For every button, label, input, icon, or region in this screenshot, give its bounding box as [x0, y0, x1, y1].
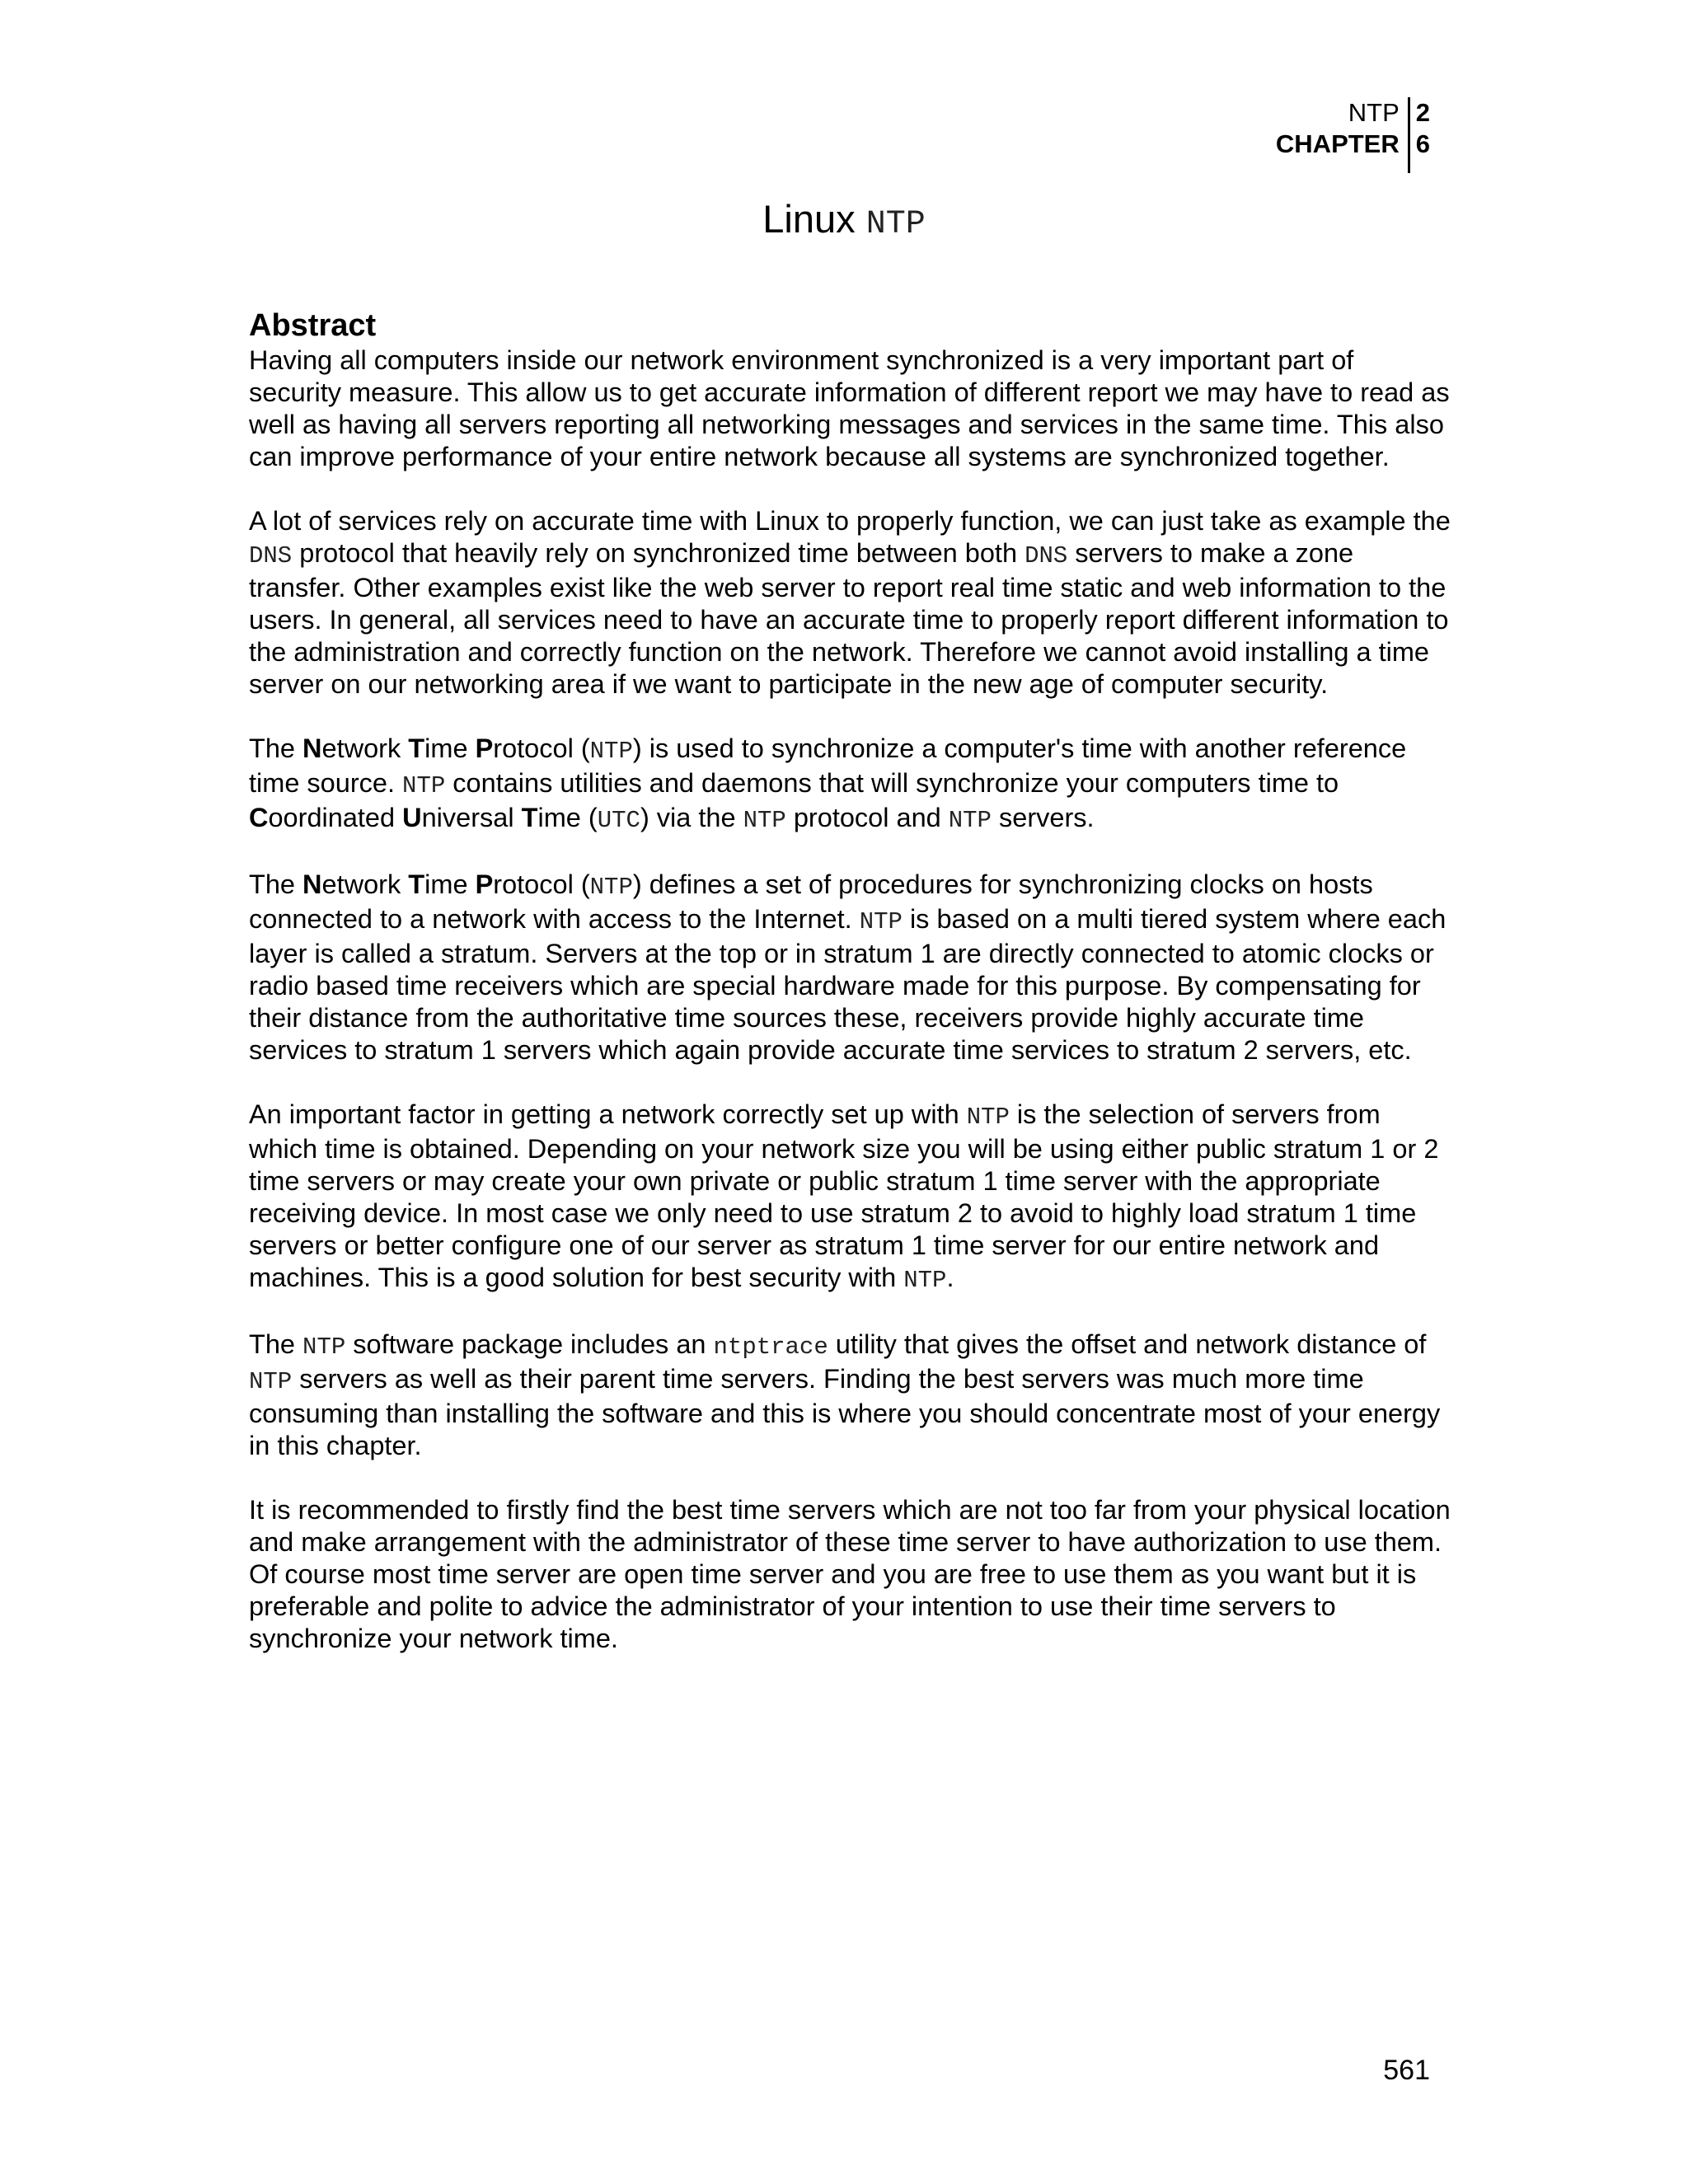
text-span: ime (	[537, 803, 598, 832]
chapter-number: 6	[1415, 129, 1430, 158]
chapter-label: CHAPTER	[1275, 129, 1400, 158]
code-ntp: NTP	[859, 908, 903, 935]
title-code: NTP	[865, 206, 926, 243]
code-ntp: NTP	[966, 1104, 1010, 1131]
text-span: A lot of services rely on accurate time with Linux to properly function, we can just take as example the	[249, 506, 1451, 536]
paragraph-3	[249, 733, 1452, 837]
title-prefix: Linux	[762, 197, 856, 241]
paragraph-1: Having all computers inside our network environment synchronized is a very important part of security measure. This allow us to get accurate information of different report we may have to read as well as having all servers reporting all networking messages and services in the same time. This also can improve performance of your entire network because all systems are synchronized together.	[249, 345, 1450, 471]
code-ntp: NTP	[302, 1333, 346, 1361]
paragraph-4	[249, 869, 1452, 1066]
text-span: etwork	[321, 733, 409, 763]
header-numbers	[1410, 97, 1430, 173]
text-span: niversal	[421, 803, 522, 832]
text-span: contains utilities and daemons that will synchronize your computers time to	[445, 768, 1339, 798]
main-content	[249, 307, 1452, 1687]
text-span: ime	[424, 869, 476, 899]
chapter-header	[1276, 97, 1430, 173]
text-span: ) defines a set of procedures for synchronizing clocks on hosts connected to a network with access to the Internet.	[249, 869, 1373, 934]
bold-initial: T	[521, 803, 538, 832]
code-ntp: NTP	[249, 1368, 293, 1395]
section-number: 2	[1415, 98, 1430, 127]
text-span: etwork	[321, 869, 409, 899]
text-span: software package includes an	[345, 1329, 714, 1359]
paragraph-5	[249, 1099, 1452, 1296]
code-ntp: NTP	[402, 772, 446, 799]
page-number: 561	[1383, 2055, 1430, 2086]
code-utc: UTC	[597, 807, 640, 834]
bold-initial: T	[408, 869, 425, 899]
text-span: servers.	[991, 803, 1095, 832]
code-ntp: NTP	[903, 1267, 947, 1294]
code-ntp: NTP	[948, 807, 992, 834]
text-span: ime	[424, 733, 476, 763]
paragraph-7: It is recommended to firstly find the best time servers which are not too far from your physical location and make arrangement with the administrator of these time server to have authorization to use them. Of course most time server are open time server and you are free to use them as you want but it is preferable and polite to advice the administrator of your intention to use their time servers to synchronize your network time.	[249, 1495, 1451, 1653]
text-span: oordinated	[268, 803, 403, 832]
code-ntptrace: ntptrace	[713, 1333, 828, 1361]
abstract-heading: Abstract	[249, 308, 377, 343]
text-span: .	[946, 1263, 954, 1292]
bold-initial: T	[408, 733, 425, 763]
text-span: rotocol (	[493, 869, 590, 899]
code-ntp: NTP	[589, 738, 633, 765]
text-span: The	[249, 733, 303, 763]
text-span: utility that gives the offset and network distance of	[828, 1329, 1427, 1359]
bold-initial: N	[302, 869, 322, 899]
text-span: The	[249, 869, 303, 899]
paragraph-2	[249, 505, 1452, 701]
paragraph-6	[249, 1329, 1452, 1462]
section-label: NTP	[1348, 98, 1400, 127]
code-ntp: NTP	[743, 807, 786, 834]
text-span: protocol and	[785, 803, 949, 832]
text-span: ) via the	[640, 803, 743, 832]
bold-initial: P	[475, 869, 494, 899]
code-dns: DNS	[249, 542, 293, 569]
bold-initial: U	[402, 803, 422, 832]
bold-initial: C	[249, 803, 269, 832]
text-span: rotocol (	[493, 733, 590, 763]
code-dns: DNS	[1025, 542, 1068, 569]
bold-initial: P	[475, 733, 494, 763]
header-labels	[1276, 97, 1408, 173]
code-ntp: NTP	[589, 874, 633, 901]
text-span: is based on a multi tiered system where each layer is called a stratum. Servers at the top or in stratum 1 are directly connected to atomic clocks or radio based time receivers which are special hardware made for this purpose. By compensating for their distance from the authoritative time sources these, receivers provide highly accurate time services to stratum 1 servers which again provide accurate time services to stratum 2 servers, etc.	[249, 904, 1447, 1065]
text-span: An important factor in getting a network correctly set up with	[249, 1099, 967, 1129]
text-span: ) is used to synchronize a computer's time with another reference time source.	[249, 733, 1407, 798]
text-span: protocol that heavily rely on synchronized time between both	[292, 538, 1025, 568]
text-span: servers as well as their parent time servers. Finding the best servers was much more time consuming than installing the software and this is where you should concentrate most of your energy in this chapter.	[249, 1364, 1441, 1460]
text-span: The	[249, 1329, 303, 1359]
page-title	[0, 196, 1688, 248]
bold-initial: N	[302, 733, 322, 763]
text-span: is the selection of servers from which time is obtained. Depending on your network size you will be using either public stratum 1 or 2 time servers or may create your own private or public stratum 1 time server with the appropriate receiving device. In most case we only need to use stratum 2 to avoid to highly load stratum 1 time servers or better configure one of our server as stratum 1 time server for our entire network and machines. This is a good solution for best security with	[249, 1099, 1439, 1292]
text-span: servers to make a zone transfer. Other examples exist like the web server to report real time static and web information to the users. In general, all services need to have an accurate time to properly report different information to the administration and correctly function on the network. Therefore we cannot avoid installing a time server on our networking area if we want to participate in the new age of computer security.	[249, 538, 1449, 699]
